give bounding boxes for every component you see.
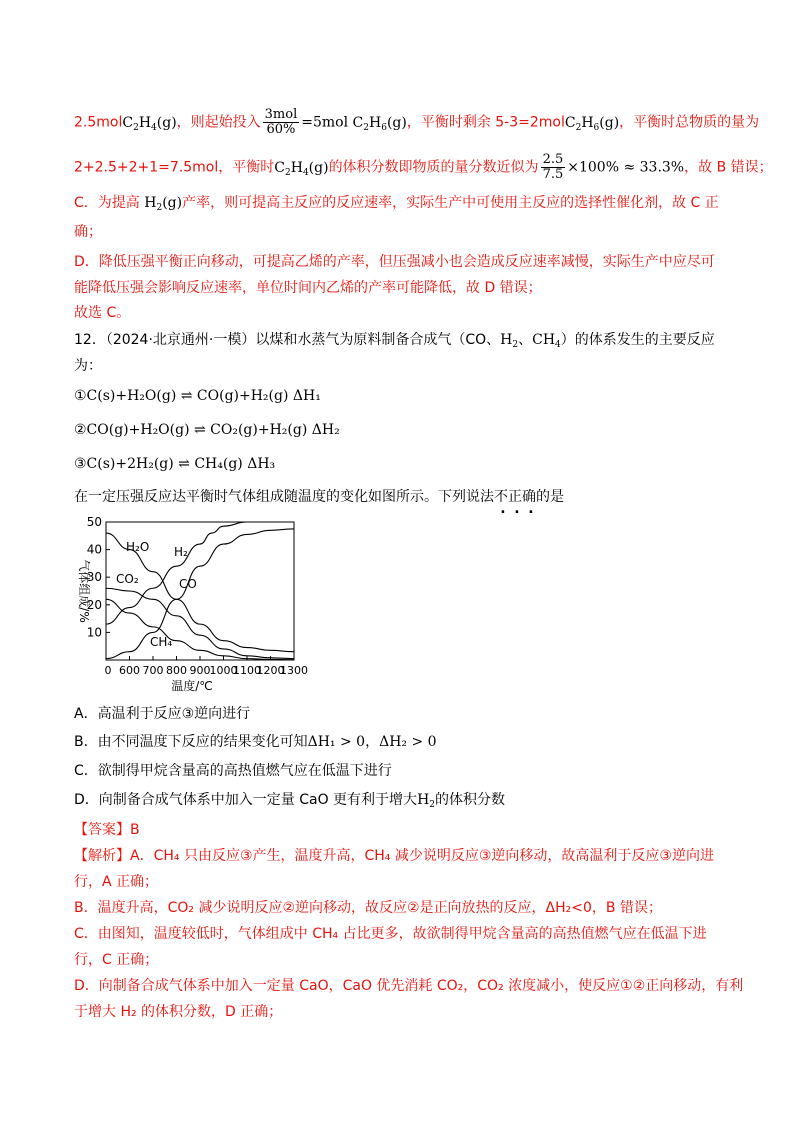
reaction-2: ②CO(g)+H₂O(g) ⇌ CO₂(g)+H₂(g) ΔH₂: [74, 422, 340, 438]
y-tick-label: 30: [86, 570, 102, 585]
analysis-d1: D．向制备合成气体系中加入一定量 CaO，CaO 优先消耗 CO₂，CO₂ 浓度减小，使反应①②正向移动，有利: [74, 978, 744, 994]
x-tick-label: 900: [189, 664, 211, 677]
prev-line-4: 确；: [74, 224, 102, 240]
x-tick-label: 600: [119, 664, 140, 677]
series-label: CO₂: [116, 572, 139, 586]
text: ，故 B 错误；: [684, 159, 773, 176]
option-a: A．高温利于反应③逆向进行: [74, 706, 251, 722]
text: ，则起始投入: [176, 114, 261, 131]
formula-c2h4: $C_2H_4(g)$: [274, 159, 329, 178]
analysis-b1: B．温度升高，CO₂ 减少说明反应②逆向移动，故反应②是正向放热的反应，ΔH₂<0，B 错误；: [74, 900, 662, 916]
question-stem-3: 在一定压强反应达平衡时气体组成随温度的变化如图所示。下列说法不正确的是: [74, 489, 564, 505]
x-tick-label: 1200: [256, 664, 285, 677]
formula-c2h6: $C_2H_6(g)$: [564, 114, 620, 133]
x-tick-label: 1100: [233, 664, 261, 677]
y-tick-label: 50: [86, 515, 102, 529]
analysis-a2: 行，A 正确；: [74, 874, 159, 890]
prev-line-5: D．降低压强平衡正向移动，可提高乙烯的产率，但压强减小也会造成反应速率减慢，实际生产中应尽可: [74, 254, 715, 270]
gas-composition-chart: [74, 512, 314, 692]
text: ，平衡时剩余 5-3=2mol: [406, 114, 565, 131]
question-number: 12．: [74, 332, 106, 348]
y-tick-label: 10: [86, 625, 102, 640]
text: ，平衡时总物质的量为: [619, 114, 760, 131]
series-line-co2: [106, 588, 294, 658]
question-stem-1: 12．（2024·北京通州·一模）以煤和水蒸气为原料制备合成气（CO、$H_2$、$CH_4$）的体系发生的主要反应: [74, 332, 715, 350]
series-label: H₂: [174, 545, 188, 559]
text: 2.5mol: [74, 114, 123, 131]
y-tick-label: 20: [86, 597, 102, 612]
prev-line-3: C．为提高 $H_2(g)$产率，则可提高主反应的反应速率，实际生产中可使用主反应的选择性催化剂，故 C 正: [74, 195, 719, 213]
option-d: D．向制备合成气体系中加入一定量 CaO 更有利于增大$H_2$的体积分数: [74, 792, 506, 810]
series-label: H₂O: [126, 540, 150, 554]
option-c: C．欲制得甲烷含量高的高热值燃气应在低温下进行: [74, 763, 392, 779]
prev-line-2: [74, 153, 773, 183]
analysis-c2: 行，C 正确；: [74, 952, 159, 968]
x-axis-label: 温度/℃: [171, 679, 213, 692]
formula-c2h4: $C_2H_4(g)$: [122, 114, 177, 133]
prev-line-1: [74, 108, 759, 138]
text: 2+2.5+2+1=7.5mol，平衡时: [74, 159, 275, 176]
x-tick-label: 700: [142, 664, 164, 677]
x-tick-label: 1000: [209, 664, 238, 677]
series-label: CH₄: [150, 635, 173, 649]
text: ×100% ≈ 33.3%: [567, 159, 685, 176]
x-tick-label: 1300: [280, 664, 308, 677]
series-label: CO: [179, 577, 197, 591]
formula-h2: $H_2(g)$: [144, 195, 183, 213]
x-tick-label: 0: [104, 664, 112, 677]
y-tick-label: 40: [86, 542, 102, 557]
fraction: $\frac{2.5}{7.5}$: [542, 152, 564, 182]
analysis-d2: 于增大 H₂ 的体积分数，D 正确；: [74, 1004, 283, 1020]
text: =5mol: [301, 114, 349, 131]
analysis-c1: C．由图知，温度较低时，气体组成中 CH₄ 占比更多，故欲制得甲烷含量高的高热值燃气应在低温下进: [74, 926, 707, 942]
fraction: $\frac{\text{3mol}}{60\%}$: [264, 107, 298, 137]
answer-label: 【答案】B: [74, 822, 140, 838]
reaction-1: ①C(s)+H₂O(g) ⇌ CO(g)+H₂(g) ΔH₁: [74, 388, 321, 404]
formula-c2h6: $C_2H_6(g)$: [352, 114, 407, 133]
prev-line-7: 故选 C。: [74, 305, 131, 321]
prev-line-6: 能降低压强会影响反应速率，单位时间内乙烯的产率可能降低，故 D 错误；: [74, 280, 542, 296]
x-tick-label: 800: [166, 664, 187, 677]
analysis-a1: 【解析】A．CH₄ 只由反应③产生，温度升高，CH₄ 减少说明反应③逆向移动，故高温利于反应③逆向进: [74, 848, 714, 864]
text: 的体积分数即物质的量分数近似为: [328, 159, 539, 176]
reaction-3: ③C(s)+2H₂(g) ⇌ CH₄(g) ΔH₃: [74, 456, 276, 472]
option-b: B．由不同温度下反应的结果变化可知ΔH₁ > 0，ΔH₂ > 0: [74, 734, 437, 750]
y-axis-label: 气体组成/%: [77, 559, 91, 623]
question-stem-2: 为：: [74, 358, 102, 374]
